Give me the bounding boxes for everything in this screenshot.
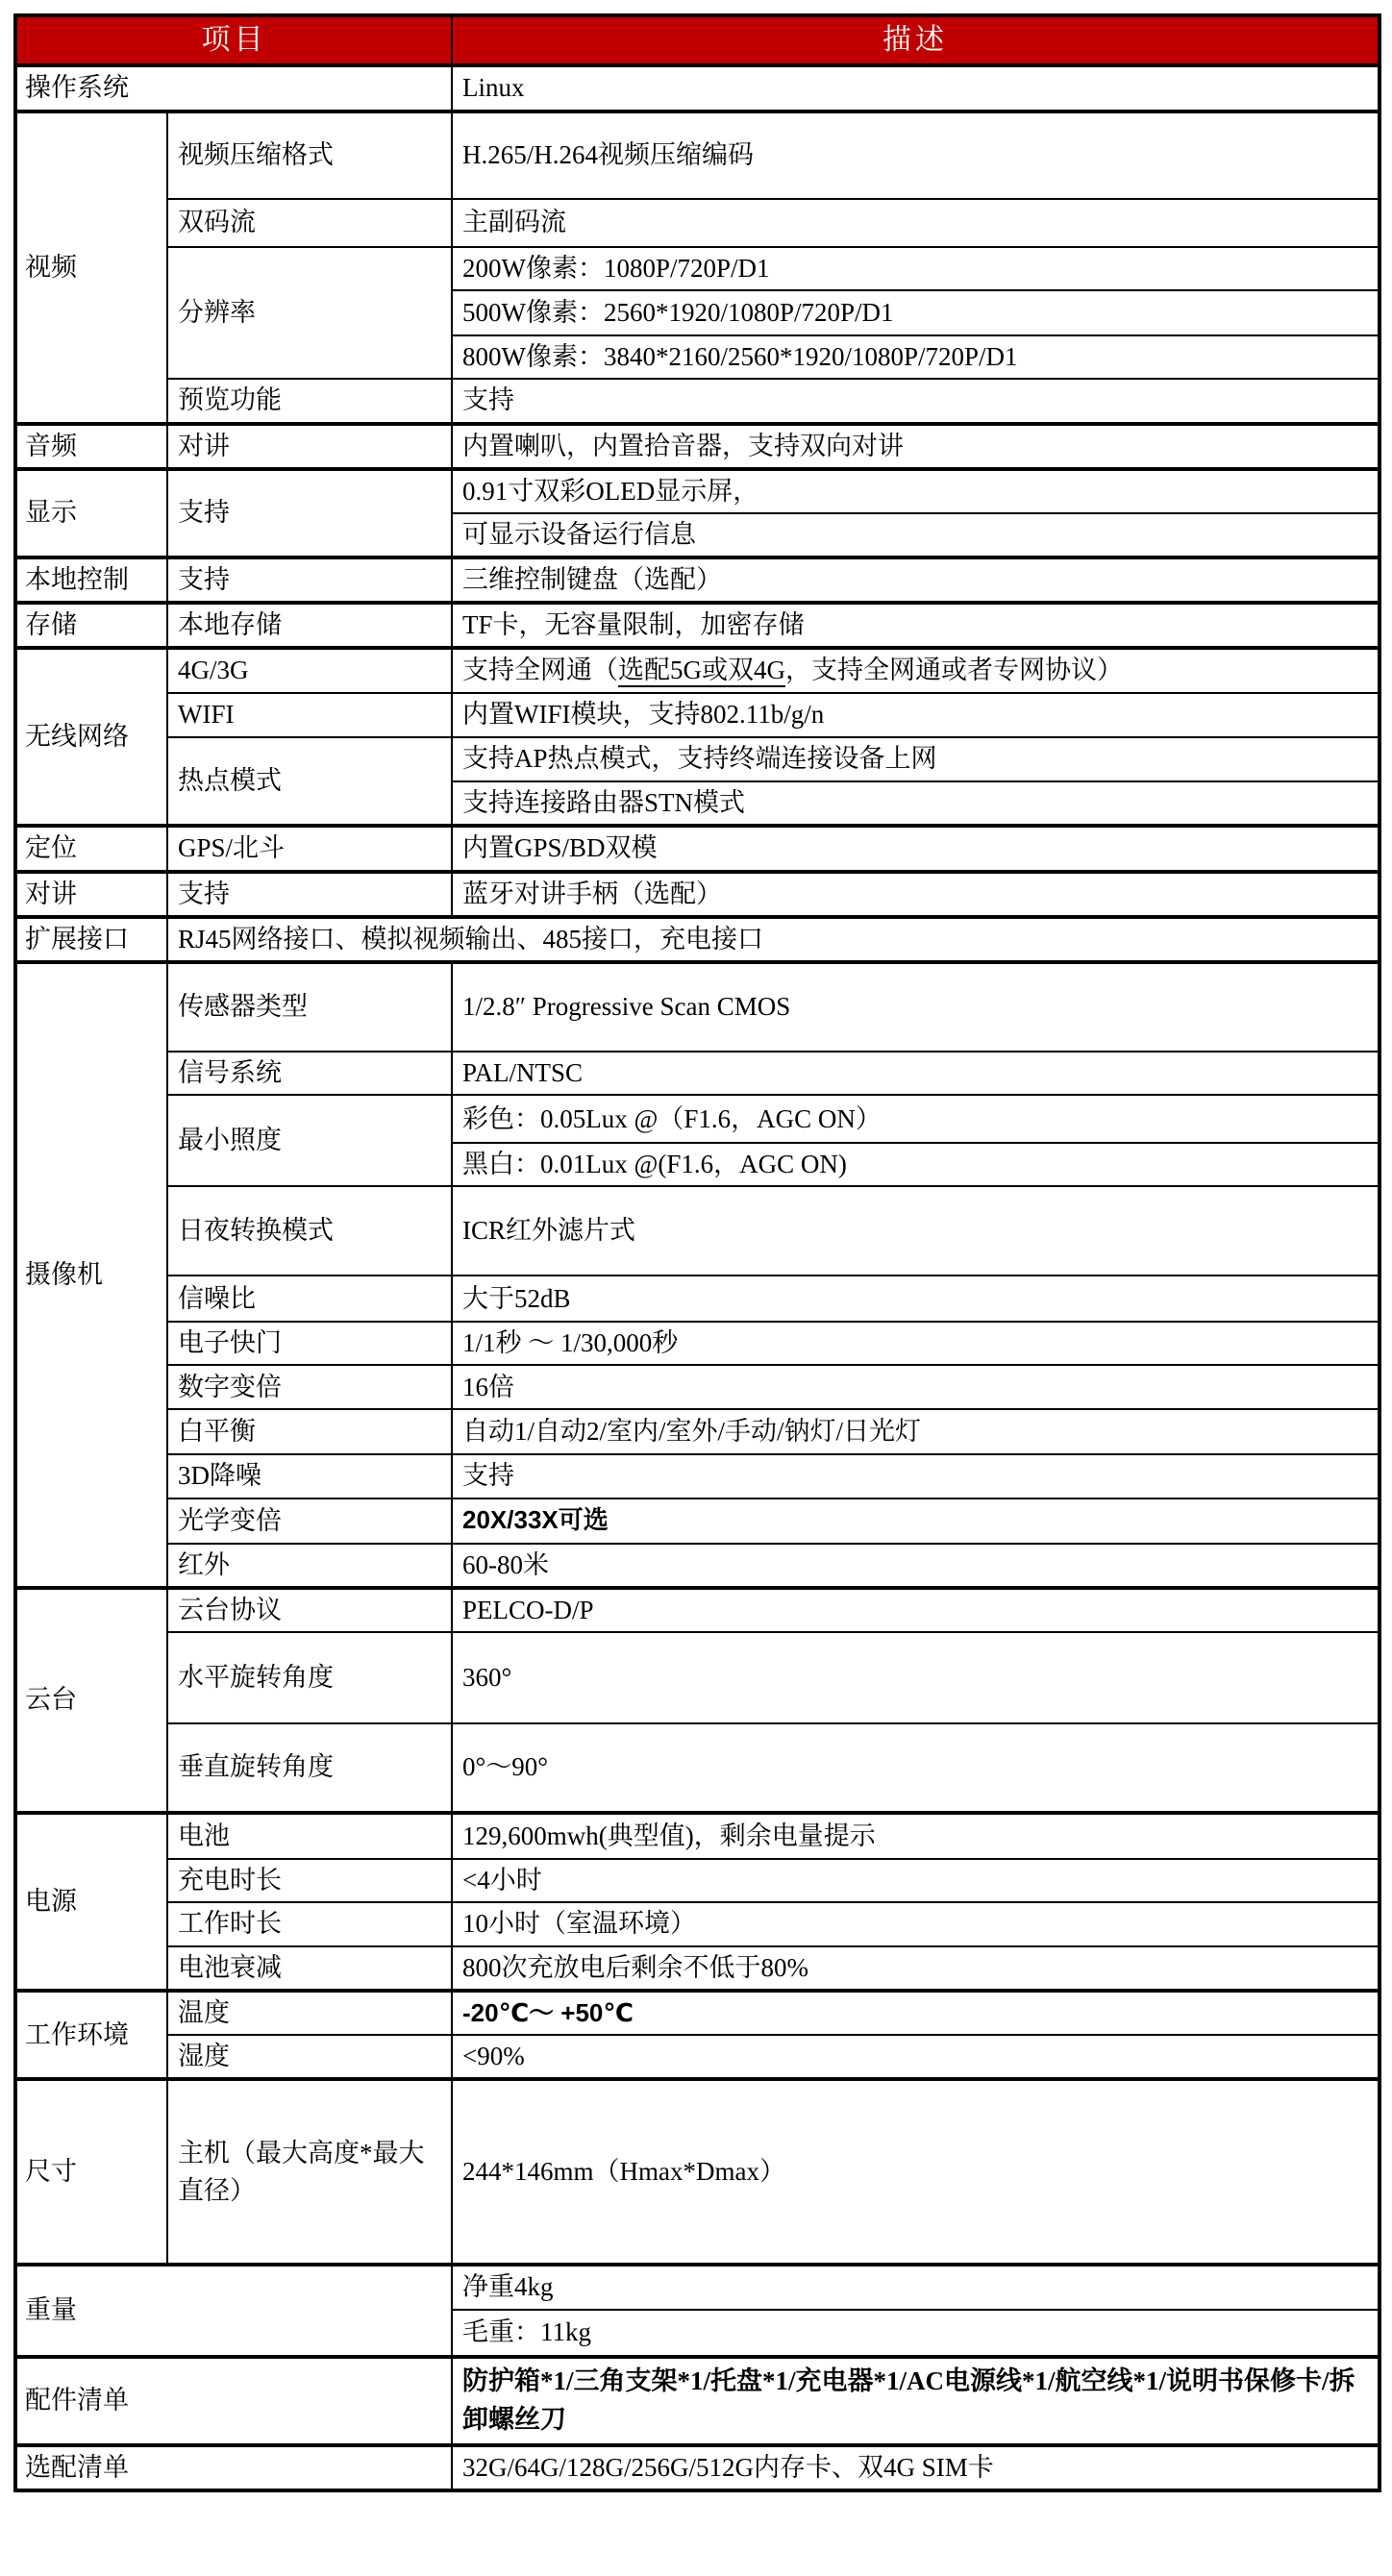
row-positioning <box>15 826 1380 872</box>
ptz-protocol-value: PELCO-D/P <box>452 1588 1380 1632</box>
display-value-1: 0.91寸双彩OLED显示屏， <box>452 469 1380 513</box>
wireless-hotspot-value-1: 支持AP热点模式，支持终端连接设备上网 <box>452 737 1380 781</box>
local-control-label: 本地控制 <box>15 557 167 603</box>
power-work-time-label: 工作时长 <box>167 1902 452 1946</box>
power-charge-time-value: <4小时 <box>452 1859 1380 1902</box>
power-battery-value: 129,600mwh(典型值)，剩余电量提示 <box>452 1813 1380 1859</box>
local-control-sub-label: 支持 <box>167 557 452 603</box>
row-os <box>15 65 1380 111</box>
video-group-label: 视频 <box>15 111 167 424</box>
video-resolution-label: 分辨率 <box>167 247 452 379</box>
row-camera-daynight <box>15 1186 1380 1276</box>
display-value-2: 可显示设备运行信息 <box>452 513 1380 557</box>
row-env-temperature <box>15 1991 1380 2035</box>
camera-digital-zoom-value: 16倍 <box>452 1365 1380 1409</box>
accessories-label: 配件清单 <box>15 2357 452 2445</box>
row-video-dualstream <box>15 199 1380 247</box>
row-ptz-tilt <box>15 1723 1380 1813</box>
row-power-decay <box>15 1946 1380 1991</box>
row-weight-net <box>15 2265 1380 2309</box>
row-accessories <box>15 2357 1380 2445</box>
intercom-sub-label: 支持 <box>167 872 452 917</box>
camera-sensor-label: 传感器类型 <box>167 962 452 1052</box>
wireless-cellular-value <box>452 648 1380 692</box>
row-camera-snr <box>15 1276 1380 1322</box>
row-env-humidity <box>15 2035 1380 2079</box>
cellular-prefix: 支持全网通（ <box>462 656 618 685</box>
ptz-group-label: 云台 <box>15 1588 167 1813</box>
accessories-value: 防护箱*1/三角支架*1/托盘*1/充电器*1/AC电源线*1/航空线*1/说明书保修卡/拆卸螺丝刀 <box>452 2357 1380 2445</box>
dimensions-label: 尺寸 <box>15 2079 167 2265</box>
weight-label: 重量 <box>15 2265 452 2356</box>
power-decay-label: 电池衰减 <box>167 1946 452 1991</box>
row-camera-signal <box>15 1052 1380 1095</box>
row-video-compress <box>15 111 1380 199</box>
camera-noise-reduction-label: 3D降噪 <box>167 1454 452 1498</box>
dimensions-value: 244*146mm（Hmax*Dmax） <box>452 2079 1380 2265</box>
row-wireless-cellular <box>15 648 1380 692</box>
video-compress-value: H.265/H.264视频压缩编码 <box>452 111 1380 199</box>
row-camera-shutter <box>15 1322 1380 1365</box>
camera-signal-label: 信号系统 <box>167 1052 452 1095</box>
row-intercom <box>15 872 1380 917</box>
camera-optical-zoom-label: 光学变倍 <box>167 1499 452 1544</box>
ptz-pan-label: 水平旋转角度 <box>167 1632 452 1723</box>
wireless-hotspot-label: 热点模式 <box>167 737 452 826</box>
environment-group-label: 工作环境 <box>15 1991 167 2079</box>
row-power-work-time <box>15 1902 1380 1946</box>
wireless-cellular-label: 4G/3G <box>167 648 452 692</box>
power-work-time-value: 10小时（室温环境） <box>452 1902 1380 1946</box>
env-humidity-label: 湿度 <box>167 2035 452 2079</box>
wireless-hotspot-value-2: 支持连接路由器STN模式 <box>452 781 1380 826</box>
video-dualstream-label: 双码流 <box>167 199 452 247</box>
intercom-label: 对讲 <box>15 872 167 917</box>
audio-value: 内置喇叭，内置拾音器，支持双向对讲 <box>452 424 1380 469</box>
power-charge-time-label: 充电时长 <box>167 1859 452 1902</box>
camera-infrared-label: 红外 <box>167 1544 452 1588</box>
row-camera-noise-reduction <box>15 1454 1380 1498</box>
row-video-resolution-200w <box>15 247 1380 290</box>
video-preview-value: 支持 <box>452 379 1380 424</box>
row-optional <box>15 2445 1380 2490</box>
wireless-wifi-label: WIFI <box>167 693 452 737</box>
os-value: Linux <box>452 65 1380 111</box>
camera-illumination-bw: 黑白：0.01Lux @(F1.6，AGC ON) <box>452 1143 1380 1186</box>
camera-daynight-value: ICR红外滤片式 <box>452 1186 1380 1276</box>
row-video-preview <box>15 379 1380 424</box>
header-desc: 描述 <box>452 15 1380 65</box>
dimensions-sub-label: 主机（最大高度*最大直径） <box>167 2079 452 2265</box>
expansion-label: 扩展接口 <box>15 917 167 962</box>
storage-label: 存储 <box>15 603 167 648</box>
row-power-charge-time <box>15 1859 1380 1902</box>
row-display-1 <box>15 469 1380 513</box>
row-camera-sensor <box>15 962 1380 1052</box>
local-control-value: 三维控制键盘（选配） <box>452 557 1380 603</box>
spec-table <box>13 13 1381 2492</box>
row-camera-infrared <box>15 1544 1380 1588</box>
ptz-pan-value: 360° <box>452 1632 1380 1723</box>
ptz-tilt-value: 0°～90° <box>452 1723 1380 1813</box>
camera-white-balance-label: 白平衡 <box>167 1409 452 1454</box>
row-camera-optical-zoom <box>15 1499 1380 1544</box>
camera-daynight-label: 日夜转换模式 <box>167 1186 452 1276</box>
power-battery-label: 电池 <box>167 1813 452 1859</box>
storage-sub-label: 本地存储 <box>167 603 452 648</box>
header-item: 项目 <box>15 15 452 65</box>
optional-value: 32G/64G/128G/256G/512G内存卡、双4G SIM卡 <box>452 2445 1380 2490</box>
camera-digital-zoom-label: 数字变倍 <box>167 1365 452 1409</box>
camera-white-balance-value: 自动1/自动2/室内/室外/手动/钠灯/日光灯 <box>452 1409 1380 1454</box>
audio-sub-label: 对讲 <box>167 424 452 469</box>
wireless-wifi-value: 内置WIFI模块，支持802.11b/g/n <box>452 693 1380 737</box>
video-dualstream-value: 主副码流 <box>452 199 1380 247</box>
weight-gross-value: 毛重：11kg <box>452 2310 1380 2357</box>
row-wireless-hotspot-1 <box>15 737 1380 781</box>
storage-value: TF卡，无容量限制，加密存储 <box>452 603 1380 648</box>
display-sub-label: 支持 <box>167 469 452 557</box>
audio-label: 音频 <box>15 424 167 469</box>
positioning-sub-label: GPS/北斗 <box>167 826 452 872</box>
display-label: 显示 <box>15 469 167 557</box>
ptz-protocol-label: 云台协议 <box>167 1588 452 1632</box>
video-resolution-500w: 500W像素：2560*1920/1080P/720P/D1 <box>452 290 1380 335</box>
positioning-label: 定位 <box>15 826 167 872</box>
header-row <box>15 15 1380 65</box>
camera-shutter-value: 1/1秒 ～ 1/30,000秒 <box>452 1322 1380 1365</box>
camera-snr-value: 大于52dB <box>452 1276 1380 1322</box>
camera-sensor-value: 1/2.8″ Progressive Scan CMOS <box>452 962 1380 1052</box>
camera-illumination-label: 最小照度 <box>167 1095 452 1186</box>
camera-infrared-value: 60-80米 <box>452 1544 1380 1588</box>
row-storage <box>15 603 1380 648</box>
cellular-suffix: ，支持全网通或者专网协议） <box>785 656 1123 685</box>
video-preview-label: 预览功能 <box>167 379 452 424</box>
row-power-battery <box>15 1813 1380 1859</box>
video-compress-label: 视频压缩格式 <box>167 111 452 199</box>
camera-noise-reduction-value: 支持 <box>452 1454 1380 1498</box>
row-expansion <box>15 917 1380 962</box>
optional-label: 选配清单 <box>15 2445 452 2490</box>
row-wireless-wifi <box>15 693 1380 737</box>
expansion-value: RJ45网络接口、模拟视频输出、485接口，充电接口 <box>167 917 1380 962</box>
power-decay-value: 800次充放电后剩余不低于80% <box>452 1946 1380 1991</box>
power-group-label: 电源 <box>15 1813 167 1991</box>
cellular-underlined-text: 选配5G或双4G <box>618 656 785 687</box>
camera-snr-label: 信噪比 <box>167 1276 452 1322</box>
os-label: 操作系统 <box>15 65 452 111</box>
camera-optical-zoom-value: 20X/33X可选 <box>452 1499 1380 1544</box>
weight-net-value: 净重4kg <box>452 2265 1380 2309</box>
row-camera-illumination-1 <box>15 1095 1380 1143</box>
ptz-tilt-label: 垂直旋转角度 <box>167 1723 452 1813</box>
env-temperature-label: 温度 <box>167 1991 452 2035</box>
row-ptz-protocol <box>15 1588 1380 1632</box>
video-resolution-800w: 800W像素：3840*2160/2560*1920/1080P/720P/D1 <box>452 335 1380 379</box>
row-camera-white-balance <box>15 1409 1380 1454</box>
video-resolution-200w: 200W像素：1080P/720P/D1 <box>452 247 1380 290</box>
intercom-value: 蓝牙对讲手柄（选配） <box>452 872 1380 917</box>
wireless-group-label: 无线网络 <box>15 648 167 825</box>
env-temperature-value: -20℃～ +50℃ <box>452 1991 1380 2035</box>
env-humidity-value: <90% <box>452 2035 1380 2079</box>
camera-illumination-color: 彩色：0.05Lux @（F1.6，AGC ON） <box>452 1095 1380 1143</box>
row-dimensions <box>15 2079 1380 2265</box>
row-audio <box>15 424 1380 469</box>
row-camera-digital-zoom <box>15 1365 1380 1409</box>
positioning-value: 内置GPS/BD双模 <box>452 826 1380 872</box>
row-ptz-pan <box>15 1632 1380 1723</box>
camera-shutter-label: 电子快门 <box>167 1322 452 1365</box>
camera-group-label: 摄像机 <box>15 962 167 1588</box>
camera-signal-value: PAL/NTSC <box>452 1052 1380 1095</box>
row-local-control <box>15 557 1380 603</box>
